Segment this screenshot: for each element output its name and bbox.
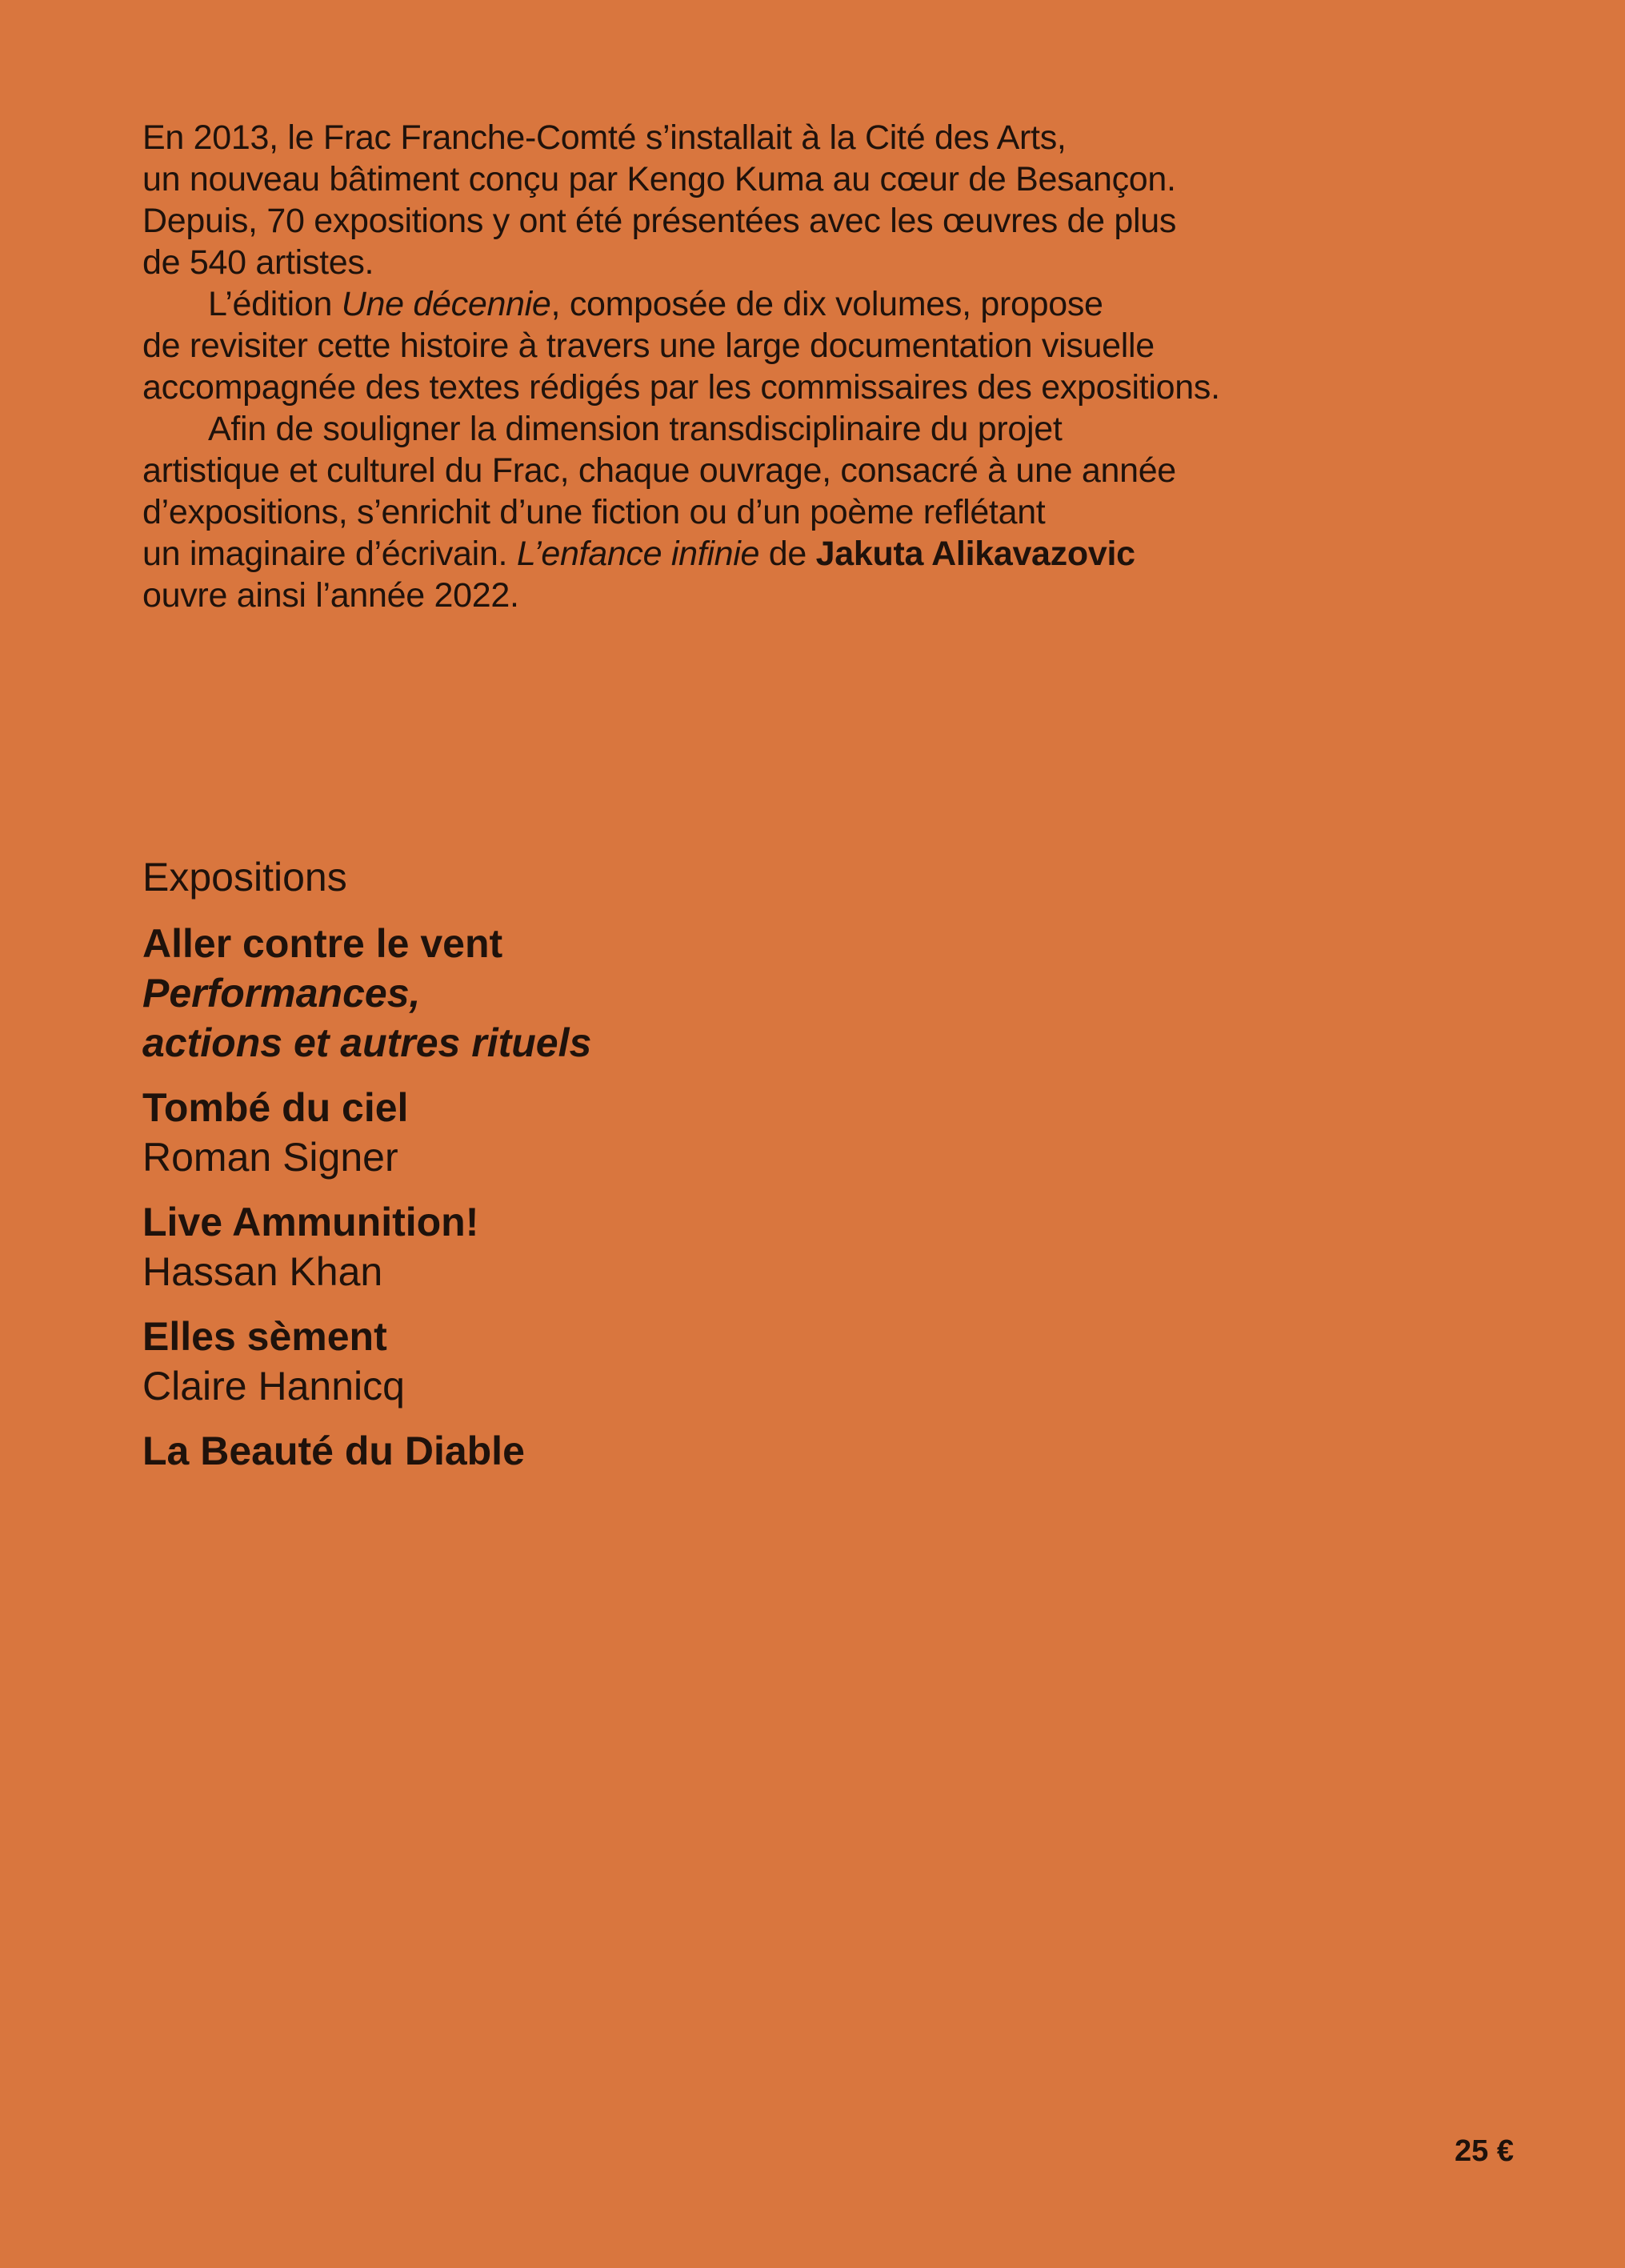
exposition-title: Aller contre le vent (142, 921, 503, 966)
intro-text-run: L’édition (208, 285, 342, 323)
book-title-italic: Une décennie (341, 285, 551, 323)
intro-line: accompagnée des textes rédigés par les commissaires des expositions. (142, 368, 1220, 407)
intro-text-run: de (759, 535, 816, 573)
exposition-artist: Hassan Khan (142, 1249, 383, 1294)
exposition-subtitle: Performances, (142, 971, 421, 1016)
intro-paragraph-3 (142, 408, 1343, 616)
intro-paragraph-1 (142, 117, 1343, 283)
intro-line (142, 283, 1343, 325)
intro-line: un nouveau bâtiment conçu par Kengo Kuma au cœur de Besançon. (142, 160, 1176, 198)
exposition-item (142, 1312, 943, 1411)
intro-text-run: , composée de dix volumes, propose (550, 285, 1103, 323)
intro-line: Afin de souligner la dimension transdisciplinaire du projet (208, 410, 1063, 448)
price-label: 25 € (1455, 2134, 1514, 2168)
exposition-item (142, 1083, 943, 1182)
intro-line: artistique et culturel du Frac, chaque ouvrage, consacré à une année (142, 451, 1176, 490)
exposition-title: Tombé du ciel (142, 1085, 409, 1130)
exposition-title: Elles sèment (142, 1314, 387, 1359)
intro-line: ouvre ainsi l’année 2022. (142, 576, 519, 615)
exposition-subtitle: actions et autres rituels (142, 1020, 592, 1065)
author-name: Jakuta Alikavazovic (815, 535, 1135, 573)
intro-line: d’expositions, s’enrichit d’une fiction ou d’un poème reflétant (142, 493, 1046, 531)
expositions-heading: Expositions (142, 855, 347, 900)
exposition-artist: Claire Hannicq (142, 1364, 405, 1408)
exposition-title: La Beauté du Diable (142, 1429, 525, 1473)
intro-line: Depuis, 70 expositions y ont été présentées avec les œuvres de plus (142, 202, 1177, 240)
intro-paragraph-2 (142, 283, 1343, 408)
exposition-artist: Roman Signer (142, 1135, 398, 1180)
fiction-title-italic: L’enfance infinie (516, 535, 760, 573)
intro-line: En 2013, le Frac Franche-Comté s’installait à la Cité des Arts, (142, 118, 1067, 157)
intro-line: de revisiter cette histoire à travers une large documentation visuelle (142, 327, 1155, 365)
intro-line (142, 533, 1343, 575)
expositions-list (142, 919, 943, 1491)
intro-text-run: un imaginaire d’écrivain. (142, 535, 517, 573)
exposition-title: Live Ammunition! (142, 1200, 479, 1244)
intro-text (142, 117, 1343, 616)
exposition-item (142, 919, 943, 1068)
exposition-item (142, 1197, 943, 1296)
exposition-item (142, 1426, 943, 1476)
intro-line: de 540 artistes. (142, 243, 374, 282)
